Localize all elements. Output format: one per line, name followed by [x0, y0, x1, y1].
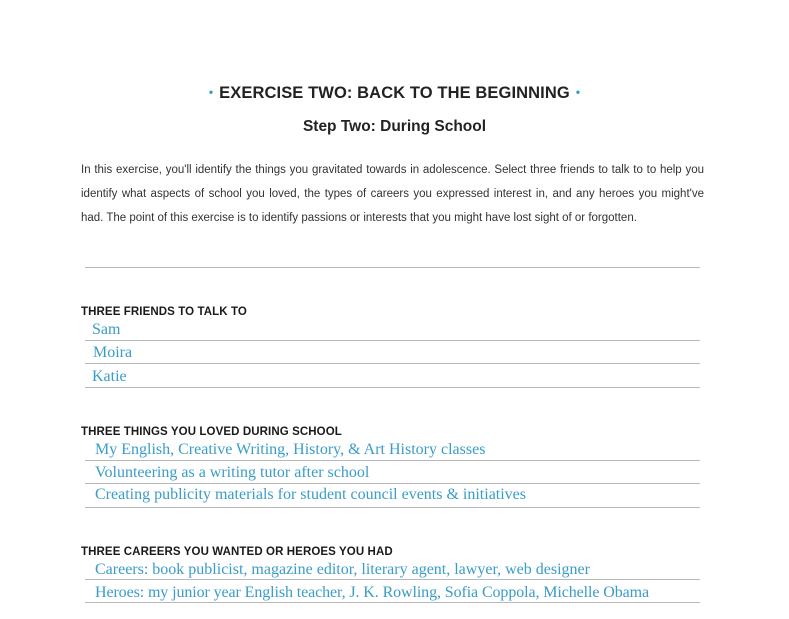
intro-divider [85, 267, 700, 268]
loved-answer-1[interactable]: My English, Creative Writing, History, & Art History classes [95, 441, 486, 458]
friend-answer-2[interactable]: Moira [93, 344, 133, 361]
friend-answer-3[interactable]: Katie [92, 368, 127, 385]
careers-answer-line [85, 579, 700, 580]
title-dot-left: • [208, 85, 214, 99]
careers-answer[interactable]: Careers: book publicist, magazine editor, literary agent, lawyer, web designer [95, 561, 590, 578]
section-label-loved: THREE THINGS YOU LOVED DURING SCHOOL [81, 426, 342, 438]
loved-answer-line-2 [85, 483, 700, 484]
friend-answer-line-1 [85, 340, 700, 341]
step-subtitle: Step Two: During School [302, 118, 487, 135]
loved-answer-line-1 [85, 460, 700, 461]
heroes-answer-line [85, 602, 700, 603]
loved-answer-line-3 [85, 507, 700, 508]
exercise-title-text: EXERCISE TWO: BACK TO THE BEGINNING [219, 84, 570, 102]
exercise-title [0, 84, 789, 103]
title-dot-right: • [575, 85, 581, 99]
heroes-answer[interactable]: Heroes: my junior year English teacher, J. K. Rowling, Sofia Coppola, Michelle Obama [95, 584, 649, 601]
friend-answer-line-2 [85, 363, 700, 364]
section-label-careers-heroes: THREE CAREERS YOU WANTED OR HEROES YOU HAD [81, 546, 393, 558]
loved-answer-2[interactable]: Volunteering as a writing tutor after school [95, 464, 370, 481]
intro-paragraph: In this exercise, you'll identify the things you gravitated towards in adolescence. Select three friends to talk to to help you identify what aspects of school you loved, the types of careers you expressed interest in, and any heroes you might've had. The point of this exercise is to identify passions or interests that you might have lost sight of or forgotten. [81, 164, 704, 224]
section-label-friends: THREE FRIENDS TO TALK TO [81, 306, 247, 318]
friend-answer-line-3 [85, 387, 700, 388]
friend-answer-1[interactable]: Sam [92, 321, 121, 338]
loved-answer-3[interactable]: Creating publicity materials for student council events & initiatives [95, 486, 527, 503]
